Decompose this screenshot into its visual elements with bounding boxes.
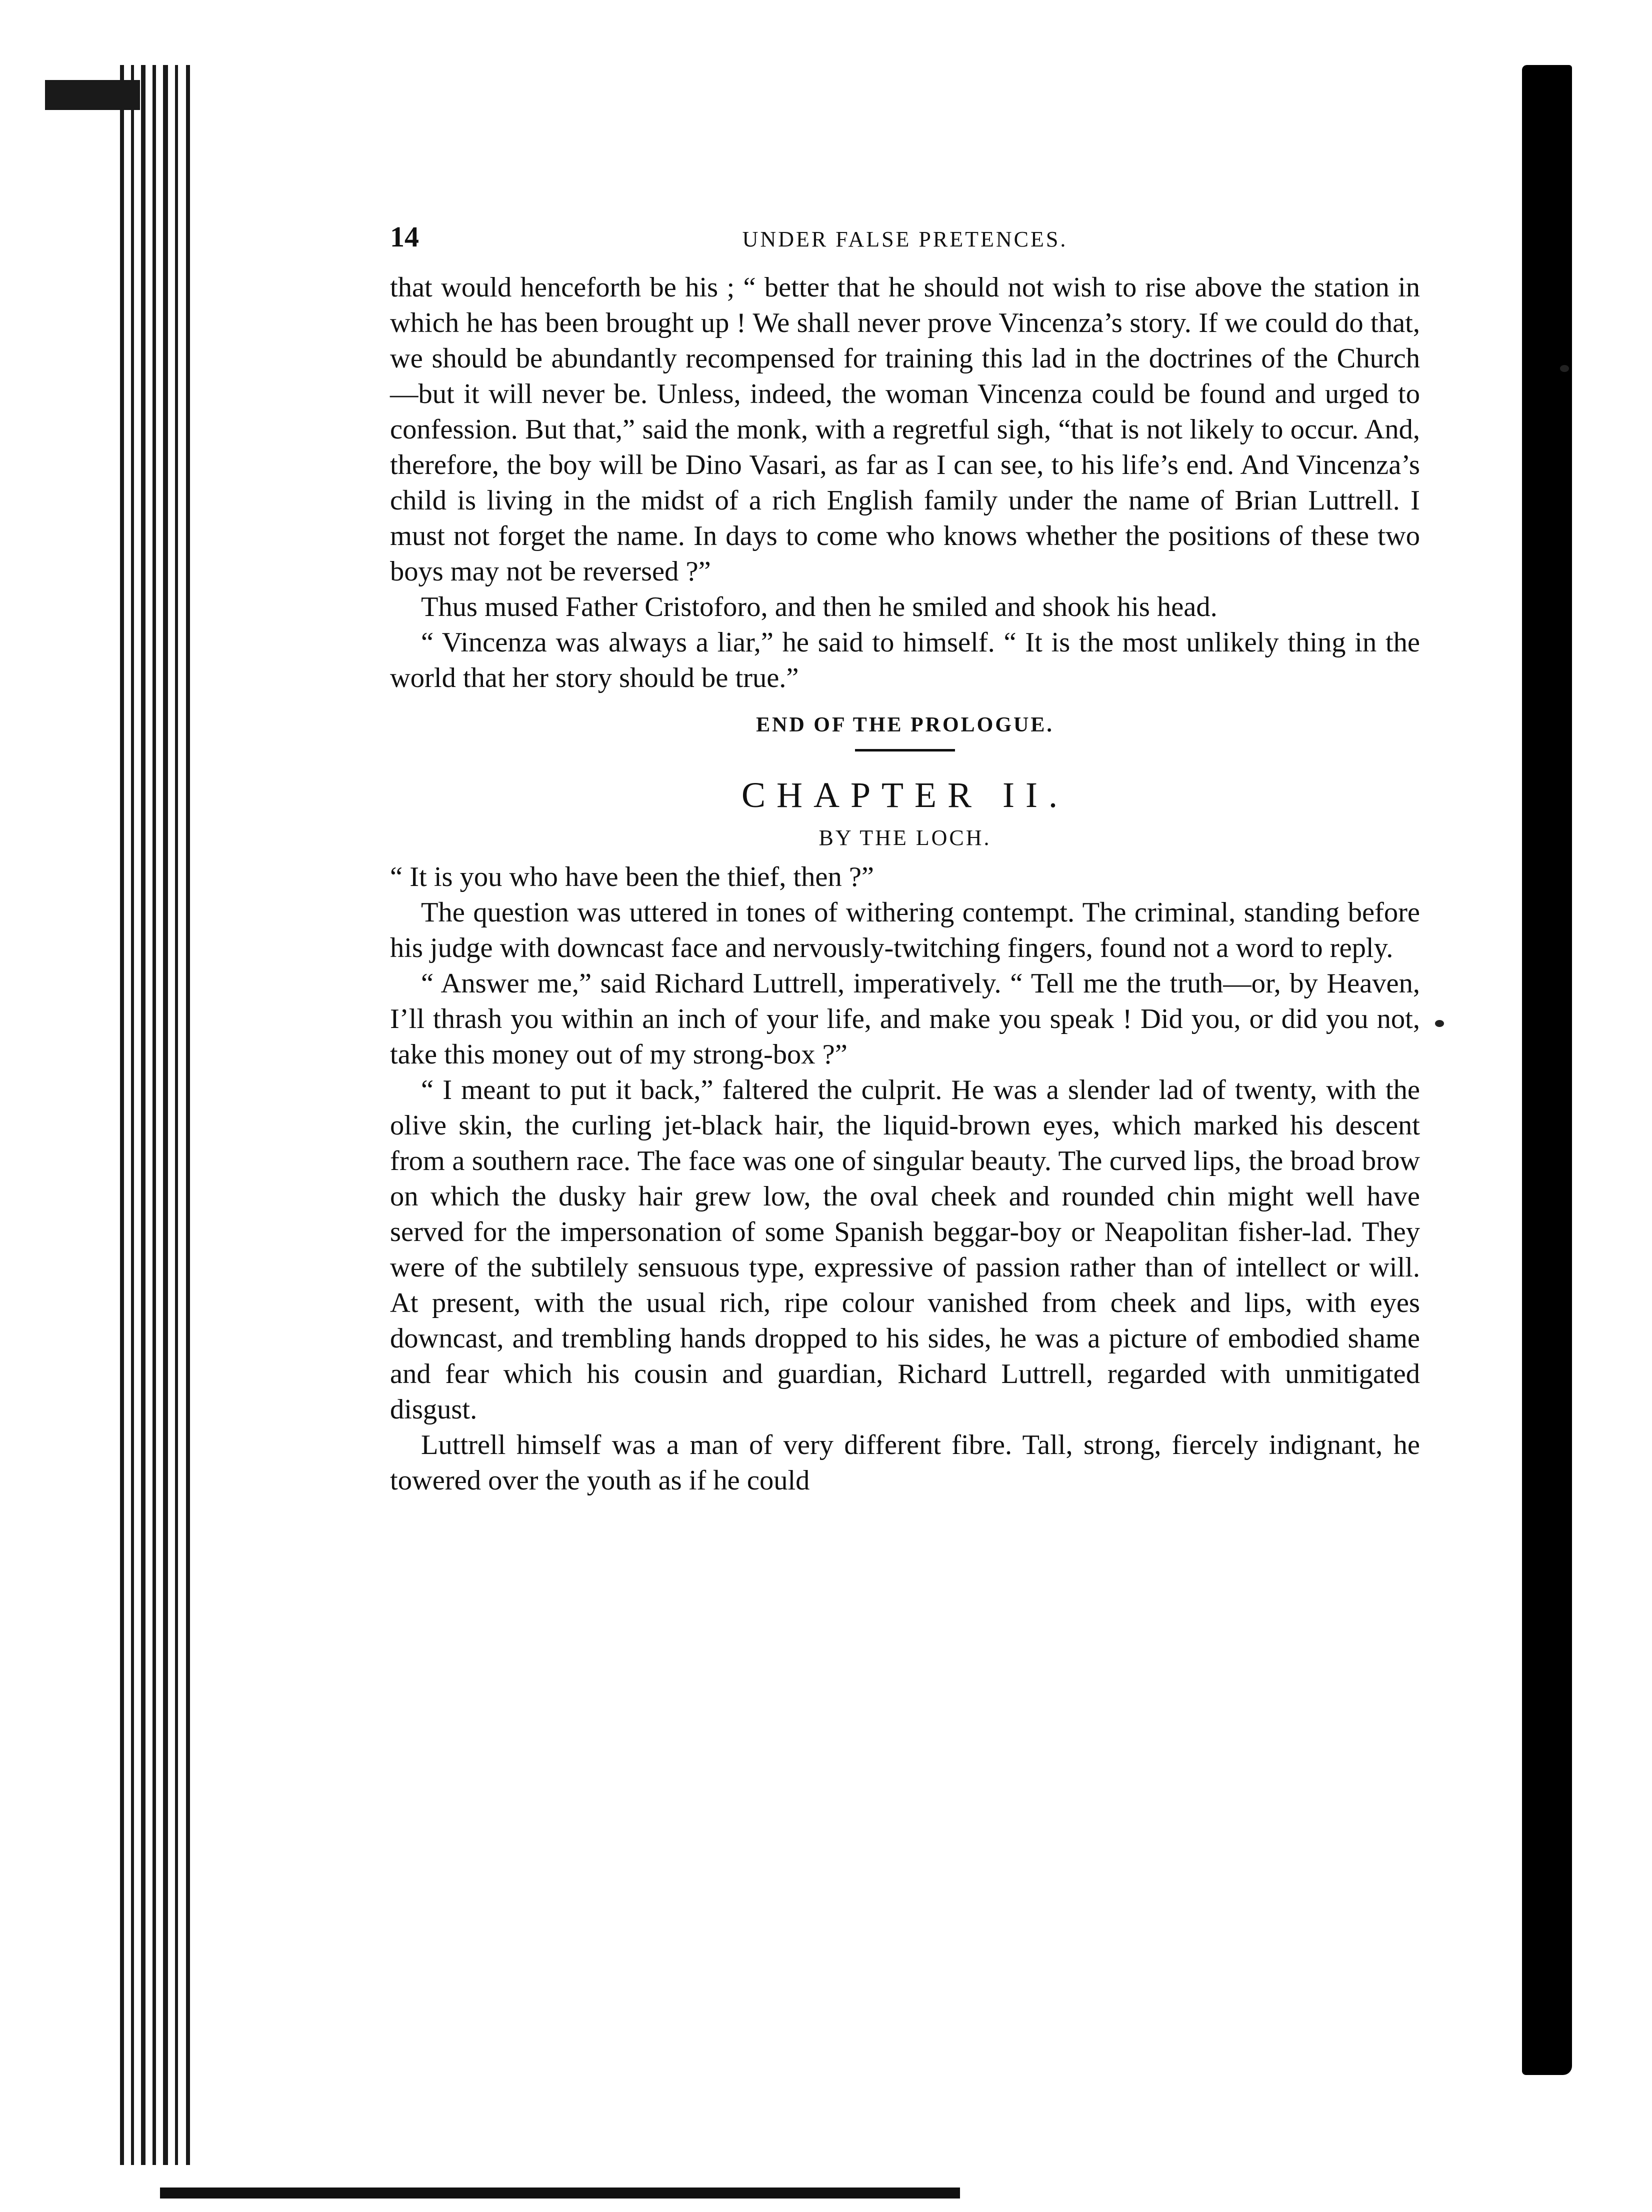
scanned-page-edge-left	[0, 65, 220, 2165]
paragraph: “ Vincenza was always a liar,” he said to himself. “ It is the most unlikely thing in the world that her story should be true.”	[390, 627, 1420, 694]
scanned-page-edge-bottom	[160, 2188, 960, 2198]
paragraph: that would henceforth be his ; “ better that he should not wish to rise above the station in which he has been brought up ! We shall never prove Vincenza’s story. If we could do that, we should be abundantly recompensed for training this lad in the doctrines of the Church—but it will never be. Unless, indeed, the woman Vincenza could be found and urged to confession. But that,” said the monk, with a regretful sigh, “that is not likely to occur. And, therefore, the boy will be Dino Vasari, as far as I can see, to his life’s end. And Vincenza’s child is living in the midst of a rich English family under the name of Brian Luttrell. I must not forget the name. In days to come who knows whether the positions of these two boys may not be reversed ?”	[390, 272, 1420, 587]
scan-speck	[1435, 1020, 1444, 1027]
paragraph: “ It is you who have been the thief, then ?”	[390, 862, 874, 892]
paragraph: Thus mused Father Cristoforo, and then he smiled and shook his head.	[421, 592, 1218, 622]
scan-speck	[1560, 365, 1569, 372]
section-divider	[855, 749, 955, 752]
running-head: UNDER FALSE PRETENCES.	[742, 227, 1068, 252]
paragraph: Luttrell himself was a man of very different fibre. Tall, strong, fiercely indignant, he towered over the youth as if he could	[390, 1430, 1420, 1496]
paragraph: “ Answer me,” said Richard Luttrell, imperatively. “ Tell me the truth—or, by Heaven, I’ll thrash you within an inch of your life, and make you speak ! Did you, or did you not, take this money out of my strong-box ?”	[390, 968, 1420, 1070]
chapter-title: CHAPTER II.	[742, 775, 1068, 815]
page-header	[390, 220, 1420, 260]
paragraph: “ I meant to put it back,” faltered the culprit. He was a slender lad of twenty, with the olive skin, the curling jet-black hair, the liquid-brown eyes, which marked his descent from a southern race. The face was one of singular beauty. The curved lips, the broad brow on which the dusky hair grew low, the oval cheek and rounded chin might well have served for the impersonation of some Spanish beggar-boy or Neapolitan fisher-lad. They were of the subtilely sensuous type, expressive of passion rather than of intellect or will. At present, with the usual rich, ripe colour vanished from cheek and lips, with eyes downcast, and trembling hands dropped to his sides, he was a picture of embodied shame and fear which his cousin and guardian, Richard Luttrell, regarded with unmitigated disgust.	[390, 1074, 1420, 1425]
page-number: 14	[390, 220, 419, 253]
chapter-subtitle: BY THE LOCH.	[818, 826, 992, 850]
paragraph: The question was uttered in tones of withering contempt. The criminal, standing before his judge with downcast face and nervously-twitching fingers, found not a word to reply.	[390, 897, 1420, 964]
book-page	[390, 220, 1420, 1498]
end-of-prologue: END OF THE PROLOGUE.	[756, 714, 1054, 736]
